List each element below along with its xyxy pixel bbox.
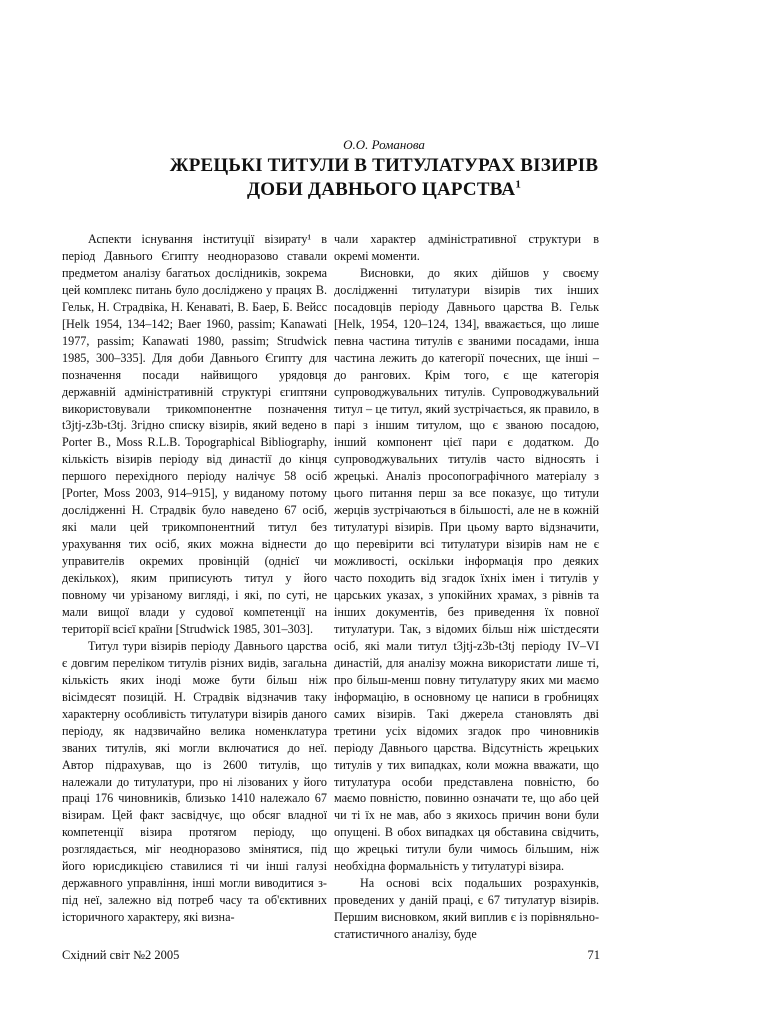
- author-name: О.О. Романова: [343, 137, 425, 152]
- paragraph: На основі всіх подальших розрахунків, проведених у даній праці, є 67 титулатур візирів. Першим висновком, який виплив є із порівняльно-статистичного аналізу, буде: [334, 876, 599, 942]
- title-line-2: ДОБИ ДАВНЬОГО ЦАРСТВА: [246, 179, 516, 200]
- left-column: [62, 231, 327, 926]
- title-line-1: ЖРЕЦЬКІ ТИТУЛИ В ТИТУЛАТУРАХ ВІЗИРІВ: [169, 155, 599, 176]
- paragraph: Аспекти існування інституції візирату¹ в період Давнього Єгипту неодноразово ставали предметом аналізу багатьох дослідників, зокрема цей комплекс питань було досліджено у працях В. Гельк, Н. Страдвіка, Н. Кенаваті, В. Баер, Б. Вейсс [Helk 1954, 134–142; Baer 1960, passim; Kanawati 1977, passim; Kanawati 1980, passim; Strudwick 1985, 300–335]. Для доби Давнього Єгипту для позначення посади найвищого урядовця державній адміністративній структурі єгиптяни використовували трикомпонентне позначення t3jtj-z3b-t3tj. Згідно списку візирів, який ведено в Porter B., Moss R.L.B. Topographical Bibliography, кількість візирів періоду від династії до кінця першого перехідного періоду налічує 58 осіб [Porter, Moss 2003, 914–915], у виданому потому дослідженні Н. Страдвік було наведено 67 осіб, які мали цей трикомпонентний титул без урахування тих осіб, яких можна віднести до управителів окремих провінцій (однієї чи декількох), яким приписують титул у його повному чи урізаному вигляді, і які, по суті, не мали вищої влади у судової компетенції на території всієї країни [Strudwick 1985, 301–303].: [62, 232, 327, 636]
- paragraph: Висновки, до яких дійшов у своєму дослідженні титулатури візирів тих інших посадовців періоду Давнього царства В. Гельк [Helk, 1954, 120–124, 134], вважається, що лише певна частина титулів є званими посадами, інша частина лежить до категорії почесних, ще інші – до рангових. Крім того, є ще категорія супроводжувальних титулів. Супроводжувальний титул – це титул, який зустрічається, як правило, в парі з іншим титулом, що є званою посадою, інший компонент цієї пари є додатком. До супроводжувальних титулів часто відносять і жрецькі. Аналіз просопографічного матеріалу з цього питання перш за все показує, що титули жерців зустрічаються в більшості, але не в кожній титулатурі візирів. При цьому варто відзначити, що перевірити всі титулатури візирів нам не є можливості, оскільки інформація про деяких часто походить від згадок їхніх імен і титулів у царських указах, з упокійних храмах, з рівнів та інших документів, без приведення їх повної титулатури. Так, з відомих більш ніж шістдесяти осіб, які мали титул t3jtj-z3b-t3tj періоду IV–VI династій, для аналізу можна використати лише ті, про більш-менш повну титулатуру яких ми маємо інформацію, в основному це написи в гробницях самих візирів. Такі джерела становлять дві третини усіх відомих згадок про чиновників періоду Давнього царства. Відсутність жрецьких титулів у тих випадках, коли можна вважати, що титулатура особи представлена повністю, бо маємо повністю, повинно означати те, що або цей чи ті їх не мав, або з якихось причин вони були опущені. В обох випадках ця обставина свідчить, що жрецькі титули були чимось більшим, ніж необхідна формальність у титулатурі візира.: [334, 265, 599, 874]
- article-title: [60, 154, 708, 202]
- footnote-marker: 1: [515, 178, 522, 191]
- right-column: [334, 231, 599, 943]
- paragraph: чали характер адміністративної структури в окремі моменти.: [334, 232, 599, 263]
- page-number: 71: [587, 948, 600, 962]
- journal-footer: Східний світ №2 2005: [62, 948, 180, 962]
- paragraph: Титул тури візирів періоду Давнього царства є довгим переліком титулів різних видів, загальна кількість яких іноді може бути більш ніж вісімдесят позицій. Н. Страдвік відзначив таку характерну особливість титулатури візирів даного періоду, як надзвичайно велика номенклатура званих титулів, які могли включатися до неї. Автор підрахував, що із 2600 титулів, що належали до титулатури, про ні лізованих у його праці 176 чиновників, близько 1410 належало 67 візирам. Цей факт засвідчує, що обсяг владної компетенції візира протягом періоду, що розглядається, міг неодноразово змінятися, під його юрисдикцією ставилися ті чи інші галузі державного управління, інші могли виводитися з-під неї, залежно від потреб часу та об'єктивних історичного характеру, які визна-: [62, 638, 327, 925]
